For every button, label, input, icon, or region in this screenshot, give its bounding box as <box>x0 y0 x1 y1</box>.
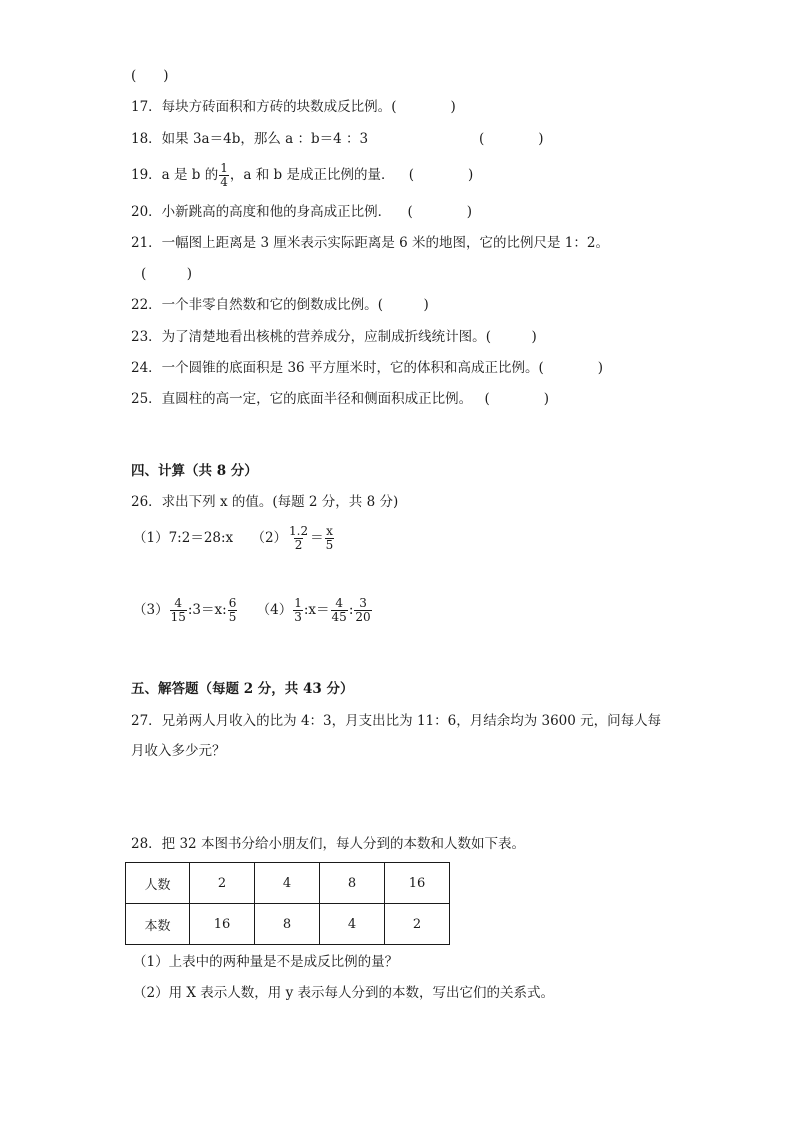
data-table <box>125 862 450 945</box>
answer-paren[interactable]: ( ) <box>141 266 193 282</box>
answer-paren[interactable]: ( ) <box>485 329 537 345</box>
fraction-denominator: 20 <box>355 610 371 624</box>
question-21-paren-line <box>141 265 192 283</box>
question-21 <box>131 234 609 252</box>
fraction-numerator: 3 <box>359 596 367 610</box>
fraction-denominator: 45 <box>331 610 347 624</box>
question-18 <box>131 130 544 148</box>
question-25 <box>131 390 549 408</box>
answer-paren[interactable]: ( ) <box>538 360 603 376</box>
problem-3-label: （3） <box>133 602 169 618</box>
section-5-title: 五、解答题（每题 2 分，共 43 分） <box>131 681 354 697</box>
question-17 <box>131 98 456 116</box>
answer-paren[interactable]: ( ) <box>407 204 473 220</box>
fraction-numerator: 4 <box>174 596 183 610</box>
question-26-row-1 <box>133 521 335 555</box>
question-26: 26．求出下列 x 的值。(每题 2 分，共 8 分) <box>131 494 399 510</box>
table-row <box>126 904 450 945</box>
equals-sign: ＝ <box>310 530 324 546</box>
ratio-text: :3＝x: <box>187 602 227 618</box>
question-24 <box>131 359 603 377</box>
question-23 <box>131 328 537 346</box>
question-19 <box>131 160 473 190</box>
fraction-numerator: 6 <box>228 596 237 610</box>
question-text: 23．为了清楚地看出核桃的营养成分，应制成折线统计图。 <box>131 329 486 345</box>
fraction <box>293 597 303 624</box>
fraction-denominator: 15 <box>170 610 186 624</box>
question-text: 18．如果 3a＝4b，那么 a ：b＝4 ：3 <box>131 131 369 147</box>
question-text: 17．每块方砖面积和方砖的块数成反比例。 <box>131 99 392 115</box>
fraction <box>331 597 348 624</box>
table-cell: 本数 <box>126 904 190 945</box>
answer-paren[interactable]: ( ) <box>377 297 429 313</box>
table-row <box>126 863 450 904</box>
table-cell: 16 <box>190 904 255 945</box>
fraction-numerator: 1.2 <box>289 524 309 538</box>
fraction-denominator: 3 <box>294 610 302 624</box>
question-text: 21．一幅图上距离是 3 厘米表示实际距离是 6 米的地图，它的比例尺是 1：2。 <box>131 235 609 251</box>
table-cell: 4 <box>255 863 320 904</box>
fraction <box>219 162 229 189</box>
question-text-post: ，a 和 b 是成正比例的量． <box>229 167 395 183</box>
fraction <box>288 525 309 552</box>
fraction <box>228 597 238 624</box>
answer-paren[interactable]: ( ) <box>391 99 456 115</box>
fraction-denominator: 5 <box>228 610 237 624</box>
problem-2-label: （2） <box>251 530 288 546</box>
answer-paren[interactable]: ( ) <box>479 131 544 147</box>
question-20 <box>131 203 472 221</box>
section-4-title: 四、计算（共 8 分） <box>131 463 258 479</box>
answer-paren[interactable]: ( ) <box>408 167 474 183</box>
problem-1: （1）7:2＝28:x <box>133 530 234 546</box>
fraction-numerator: x <box>326 524 333 538</box>
fraction <box>170 597 187 624</box>
fraction-denominator: 5 <box>325 538 334 552</box>
q16-answer-paren: ( ) <box>131 68 169 84</box>
question-28-sub-2: （2）用 X 表示人数，用 y 表示每人分到的本数，写出它们的关系式。 <box>133 985 554 1001</box>
question-text: 24．一个圆锥的底面积是 36 平方厘米时，它的体积和高成正比例。 <box>131 360 539 376</box>
question-28-sub-1: （1）上表中的两种量是不是成反比例的量？ <box>133 954 399 970</box>
question-26-row-2 <box>133 593 373 627</box>
fraction-numerator: 4 <box>335 596 343 610</box>
fraction-denominator: 4 <box>220 175 228 189</box>
question-28: 28．把 32 本图书分给小朋友们，每人分到的本数和人数如下表。 <box>131 836 525 852</box>
question-text-pre: 19．a 是 b 的 <box>131 167 219 183</box>
question-text: 22．一个非零自然数和它的倒数成比例。 <box>131 297 378 313</box>
question-27-line-1: 27．兄弟两人月收入的比为 4：3，月支出比为 11：6，月结余均为 3600 元，问每人每 <box>131 713 662 729</box>
fraction-numerator: 1 <box>294 596 302 610</box>
answer-paren[interactable]: ( ) <box>484 391 550 407</box>
fraction-numerator: 1 <box>220 161 228 175</box>
table-cell: 8 <box>255 904 320 945</box>
problem-4-label: （4） <box>256 602 293 618</box>
table-cell: 8 <box>320 863 385 904</box>
table-cell: 2 <box>385 904 450 945</box>
fraction <box>354 597 371 624</box>
question-text: 25．直圆柱的高一定，它的底面半径和侧面积成正比例。 <box>131 391 473 407</box>
question-27-line-2: 月收入多少元？ <box>131 743 226 759</box>
table-cell: 4 <box>320 904 385 945</box>
fraction <box>325 525 335 552</box>
question-22 <box>131 296 429 314</box>
table-cell: 人数 <box>126 863 190 904</box>
table-cell: 2 <box>190 863 255 904</box>
fraction-denominator: 2 <box>294 538 303 552</box>
question-text: 20．小新跳高的高度和他的身高成正比例． <box>131 204 392 220</box>
table-cell: 16 <box>385 863 450 904</box>
ratio-colon: : <box>348 602 354 618</box>
ratio-text: :x＝ <box>303 602 330 618</box>
